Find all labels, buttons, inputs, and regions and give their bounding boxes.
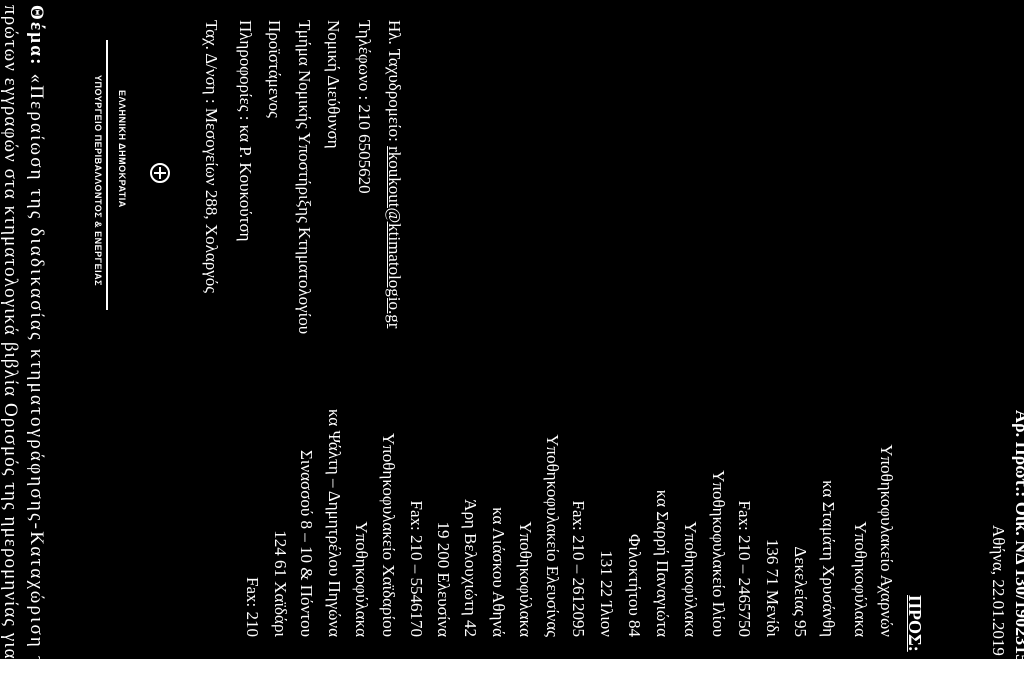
sender-email-link[interactable]: rkoukout@ktimatologio.gr — [385, 146, 404, 329]
recipient-line: Fax: 210 – 5546170 — [407, 500, 426, 637]
subject-text-1: «Περαίωση της διαδικασίας κτηματογράφησης-Καταχώριση των — [26, 73, 47, 692]
sender-postal-address: Ταχ. Δ/νση : Μεσογείων 288, Χολαργός — [202, 20, 221, 293]
subject-line-1 — [25, 5, 47, 691]
recipient-line: κα Σαρρή Παναγιώτα — [653, 489, 672, 637]
recipient-line: κα Ψάλτη – Δημητρέλου Πηγώνα — [325, 408, 344, 637]
recipient-line: Σινασσού 8 – 10 & Πόντου — [297, 450, 316, 637]
header-rule — [106, 40, 108, 310]
recipient-line: 131 22 Ίλιον — [597, 550, 616, 637]
sender-info: Πληροφορίες : κα Ρ. Κουκούτση — [236, 20, 255, 242]
recipient-line: Fax: 210 — [243, 577, 262, 637]
recipient-line: Άρη Βελουχιώτη 42 — [461, 499, 480, 637]
recipient-line: Fax: 210 – 2465750 — [735, 500, 754, 637]
sender-email-label: Ηλ. Ταχυδρομείο: — [385, 20, 404, 142]
ministry-label: ΥΠΟΥΡΓΕΙΟ ΠΕΡΙΒΑΛΛΟΝΤΟΣ & ΕΝΕΡΓΕΙΑΣ — [93, 75, 103, 286]
recipient-line: 124 61 Χαϊδάρι — [271, 530, 290, 637]
sender-head-label: Προϊστάμενος — [265, 20, 284, 118]
subject-label: Θέμα: — [26, 5, 47, 67]
recipient-line: Φιλοκτήτου 84 — [625, 533, 644, 637]
recipient-line: Δεκελείας 95 — [791, 546, 810, 637]
recipient-line: Υποθηκοφύλακα — [516, 521, 535, 637]
sender-department: Τμήμα Νομικής Υποστήριξης Κτηματολογίου — [295, 20, 314, 335]
recipient-line: Fax: 210 – 2612095 — [569, 500, 588, 637]
republic-label: ΕΛΛΗΝΙΚΗ ΔΗΜΟΚΡΑΤΙΑ — [117, 90, 127, 208]
greek-emblem-icon — [150, 163, 170, 183]
recipient-line: 19 200 Ελευσίνα — [434, 521, 453, 637]
recipient-line: Υποθηκοφύλακα — [352, 521, 371, 637]
recipient-line: Υποθηκοφυλακείο Χαϊδαρίου — [379, 432, 398, 637]
subject-line-2: πρώτων εγγραφών στα κτηματολογικά βιβλία Ορισμός της ημερομηνίας για την — [0, 5, 21, 695]
recipient-line: Υποθηκοφύλακα — [681, 521, 700, 637]
recipient-line: Υποθηκοφύλακα — [851, 521, 870, 637]
recipient-line: Υποθηκοφυλακείο Ιλίου — [709, 470, 728, 637]
recipient-line: 136 71 Μενίδι — [763, 538, 782, 637]
recipient-line: Υποθηκοφυλακείο Αχαρνών — [877, 444, 896, 637]
sender-email-line — [384, 20, 404, 328]
recipient-line: κα Σταμάτη Χρυσάνθη — [819, 480, 838, 637]
sender-phone: Τηλέφωνο : 210 6505620 — [355, 20, 374, 194]
protocol-number: Αρ. Πρωτ.: Οικ. ΝΔ 130/1902315 — [1012, 410, 1032, 664]
recipients-to-label: ΠΡΟΣ: — [905, 595, 925, 652]
sender-directorate: Νομική Διεύθυνση — [324, 20, 343, 149]
recipient-line: Υποθηκοφυλακείο Ελευσίνας — [543, 434, 562, 637]
recipient-line: κα Λιάσκου Αθηνά — [489, 507, 508, 637]
letter-date: Αθήνα, 22.01.2019 — [989, 525, 1008, 656]
